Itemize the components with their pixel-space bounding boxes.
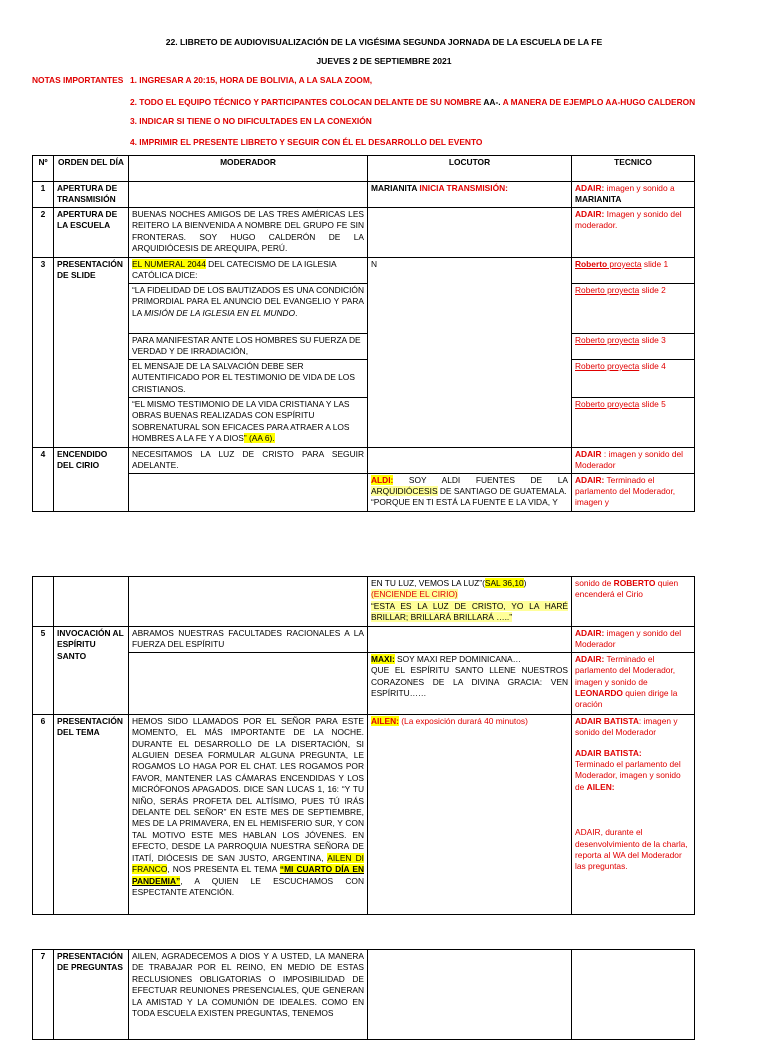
script-table-page3 [32, 949, 695, 1040]
table-row: 7 PRESENTACIÓN DE PREGUNTAS AILEN, AGRADECEMOS A DIOS Y A USTED, LA MANERA DE TRABAJAR POR EL REINO, EN MEDIO DE ESTAS RECLUSIONES OBLIGATORIAS O IMPOSIBILIDAD DE EFECTUAR REUNIONES PRESENCIALES, QUE GENERAN LA AMISTAD Y LA COMUNIÓN DE IDEALES. COMO EN TODA ESCUELA EXISTEN PREGUNTAS, TENEMOS [33, 950, 695, 1040]
col-order: ORDEN DEL DÍA [54, 156, 129, 182]
script-table-page1 [32, 155, 695, 512]
table-row: “EL MISMO TESTIMONIO DE LA VIDA CRISTIANA Y LAS OBRAS BUENAS REALIZADAS CON ESPÍRITU SOBRENATURAL SON EFICACES PARA ATRAER A LOS HOMBRES A LA FE Y A DIOS” (AA 6). Roberto proyecta slide 5 [33, 397, 695, 447]
table-row: EL MENSAJE DE LA SALVACIÓN DEBE SER AUTENTIFICADO POR EL TESTIMONIO DE VIDA DE LOS CRISTIANOS. Roberto proyecta slide 4 [33, 359, 695, 397]
note-1: 1. INGRESAR A 20:15, HORA DE BOLIVIA, A LA SALA ZOOM, [130, 75, 373, 85]
table-row: MAXI: SOY MAXI REP DOMINICANA… QUE EL ESPÍRITU SANTO LLENE NUESTROS CORAZONES DE LA DIVINA GRACIA: VEN ESPÍRITU…… ADAIR: Terminado el parlamento del Moderador, imagen y sonido de LEONARDO quien dirige la oración [33, 652, 695, 714]
table-row: 4 ENCENDIDO DEL CIRIO NECESITAMOS LA LUZ DE CRISTO PARA SEGUIR ADELANTE. ADAIR : imagen y sonido del Moderador [33, 447, 695, 473]
note-3: 3. INDICAR SI TIENE O NO DIFICULTADES EN LA CONEXIÓN [130, 116, 372, 126]
table-row: EN TU LUZ, VEMOS LA LUZ”(SAL 36,10) (ENCIENDE EL CIRIO) “ESTA ES LA LUZ DE CRISTO, YO LA HARÉ BRILLAR; BRILLARÁ BRILLARÁ …..” sonido de ROBERTO quien encenderá el Cirio [33, 577, 695, 627]
document-title: 22. LIBRETO DE AUDIOVISUALIZACIÓN DE LA VIGÉSIMA SEGUNDA JORNADA DE LA ESCUELA DE LA FE [165, 37, 603, 47]
table-row: 5 INVOCACIÓN AL ESPÍRITU SANTO ABRAMOS NUESTRAS FACULTADES RACIONALES A LA FUERZA DEL ESPÍRITU ADAIR: imagen y sonido del Moderador [33, 627, 695, 653]
table-row: 2 APERTURA DE LA ESCUELA BUENAS NOCHES AMIGOS DE LAS TRES AMÉRICAS LES REITERO LA BIENVENIDA A NOMBRE DEL GRUPO FE SIN FRONTERAS. SOY HUGO CALDERÓN DE LA ARQUIDIÓCESIS DE AREQUIPA, PERÚ. ADAIR: Imagen y sonido del moderador. [33, 207, 695, 257]
note-4: 4. IMPRIMIR EL PRESENTE LIBRETO Y SEGUIR CON ÉL EL DESARROLLO DEL EVENTO [130, 137, 483, 147]
col-num: Nº [33, 156, 54, 182]
table-header-row [33, 156, 695, 182]
table-row: ALDI: SOY ALDI FUENTES DE LA ARQUIDIÓCESIS DE SANTIAGO DE GUATEMALA. “PORQUE EN TI ESTÁ LA FUENTE E LA VIDA, Y ADAIR: Terminado el parlamento del Moderador, imagen y [33, 473, 695, 511]
notes-label: NOTAS IMPORTANTES [32, 75, 124, 85]
table-row: 3 PRESENTACIÓN DE SLIDE EL NUMERAL 2044 DEL CATECISMO DE LA IGLESIA CATÓLICA DICE: N Roberto proyecta slide 1 [33, 257, 695, 283]
col-moderator: MODERADOR [129, 156, 368, 182]
col-technical: TECNICO [572, 156, 695, 182]
note-2: 2. TODO EL EQUIPO TÉCNICO Y PARTICIPANTES COLOCAN DELANTE DE SU NOMBRE AA-. A MANERA DE EJEMPLO AA-HUGO CALDERON [130, 97, 696, 107]
table-row: 6 PRESENTACIÓN DEL TEMA HEMOS SIDO LLAMADOS POR EL SEÑOR PARA ESTE MOMENTO, EL MÁS IMPORTANTE DE LA NOCHE. DURANTE EL DESARROLLO DE LA DISERTACIÓN, SI ALGUIEN DESEA FORMULAR ALGUNA PREGUNTA, LE ROGAMOS LO HAGA POR EL CHAT. LES ROGAMOS POR FAVOR, MANTENER LAS CÁMARAS ENCENDIDAS Y LOS MICRÓFONOS APAGADOS. DICE SAN LUCAS 1, 16: “Y TU NIÑO, SERÁS PROFETA DEL ALTÍSIMO, PUES TÚ IRÁS DELANTE DEL SEÑOR” EN ESTE MES DE SEPTIEMBRE, MES DE LA PRIMAVERA, EN EL HEMISFERIO SUR, Y CON TAL MOTIVO ESTE MES HABLAN LOS JÓVENES. EN EFECTO, DESDE LA PARROQUIA NUESTRA SEÑORA DE ITATÍ, DIÓCESIS DE SAN JUSTO, ARGENTINA, AILEN DI FRANCO, NOS PRESENTA EL TEMA “MI CUARTO DÍA EN PANDEMIA”, A QUIEN LE ESCUCHAMOS CON ESPECTANTE ATENCIÓN. AILEN: (La exposición durará 40 minutos) ADAIR BATISTA: imagen y sonido del Moderador ADAIR BATISTA: Terminado el parlamento del Moderador, imagen y sonido de AILEN: ADAIR, durante el desenvolvimiento de la charla, reporta al WA del Moderador las preguntas. [33, 714, 695, 914]
table-row: 1 APERTURA DE TRANSMISIÓN MARIANITA INICIA TRANSMISIÓN: ADAIR: imagen y sonido a MARIANITA [33, 182, 695, 208]
col-announcer: LOCUTOR [368, 156, 572, 182]
script-table-page2 [32, 576, 695, 915]
table-row: PARA MANIFESTAR ANTE LOS HOMBRES SU FUERZA DE VERDAD Y DE IRRADIACIÓN, Roberto proyecta slide 3 [33, 333, 695, 359]
table-row: “LA FIDELIDAD DE LOS BAUTIZADOS ES UNA CONDICIÓN PRIMORDIAL PARA EL ANUNCIO DEL EVANGELIO Y PARA LA MISIÓN DE LA IGLESIA EN EL MUNDO. Roberto proyecta slide 2 [33, 283, 695, 333]
document-date: JUEVES 2 DE SEPTIEMBRE 2021 [316, 56, 452, 66]
